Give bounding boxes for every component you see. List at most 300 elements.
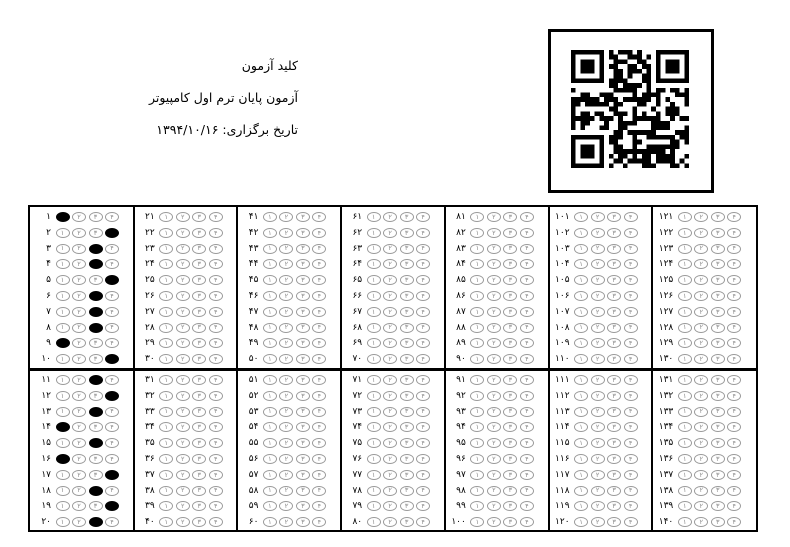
answer-bubble[interactable]: ٣ <box>711 228 725 238</box>
answer-bubble[interactable]: ۴ <box>520 307 534 317</box>
answer-bubble[interactable]: ٣ <box>607 438 621 448</box>
answer-bubble[interactable]: ١ <box>159 323 173 333</box>
answer-bubble[interactable]: ۴ <box>416 517 430 527</box>
answer-bubble[interactable]: ۴ <box>416 244 430 254</box>
answer-bubble[interactable]: ١ <box>56 291 70 301</box>
answer-bubble[interactable]: ١ <box>263 375 277 385</box>
answer-bubble[interactable]: ٣ <box>89 338 103 348</box>
answer-bubble[interactable]: ٢ <box>487 391 501 401</box>
answer-bubble[interactable]: ١ <box>470 323 484 333</box>
answer-bubble[interactable]: ۴ <box>105 407 119 417</box>
answer-bubble[interactable]: ١ <box>159 486 173 496</box>
answer-bubble[interactable]: ٢ <box>487 375 501 385</box>
answer-bubble[interactable]: ٢ <box>279 354 293 364</box>
answer-bubble[interactable]: ٣ <box>503 307 517 317</box>
answer-bubble[interactable]: ۴ <box>416 454 430 464</box>
answer-bubble[interactable]: ٣ <box>503 407 517 417</box>
answer-bubble[interactable]: ۴ <box>416 391 430 401</box>
answer-bubble[interactable]: ٣ <box>607 391 621 401</box>
answer-bubble[interactable]: ٣ <box>607 275 621 285</box>
answer-bubble[interactable]: ١ <box>470 375 484 385</box>
answer-bubble[interactable]: ٢ <box>694 517 708 527</box>
answer-bubble[interactable]: ۴ <box>727 228 741 238</box>
answer-bubble[interactable]: ٢ <box>694 486 708 496</box>
answer-bubble[interactable]: ۴ <box>727 275 741 285</box>
answer-bubble[interactable]: ۴ <box>312 422 326 432</box>
answer-bubble[interactable]: ٣ <box>607 470 621 480</box>
answer-bubble[interactable]: ٢ <box>383 228 397 238</box>
answer-bubble[interactable]: ٢ <box>591 501 605 511</box>
answer-bubble[interactable]: ٢ <box>487 454 501 464</box>
answer-bubble[interactable]: ٣ <box>192 422 206 432</box>
answer-bubble[interactable]: ١ <box>159 354 173 364</box>
answer-bubble[interactable]: ٣ <box>503 470 517 480</box>
answer-bubble[interactable]: ٣ <box>89 354 103 364</box>
answer-bubble[interactable]: ٢ <box>591 517 605 527</box>
answer-bubble[interactable]: ٢ <box>383 407 397 417</box>
answer-bubble[interactable]: ٢ <box>279 454 293 464</box>
answer-bubble[interactable]: ۴ <box>209 228 223 238</box>
answer-bubble[interactable]: ۴ <box>624 291 638 301</box>
answer-bubble[interactable]: ٣ <box>607 212 621 222</box>
answer-bubble[interactable]: ٢ <box>279 501 293 511</box>
answer-bubble[interactable]: ۴ <box>727 501 741 511</box>
answer-bubble[interactable]: ١ <box>574 422 588 432</box>
answer-bubble[interactable]: ١ <box>367 338 381 348</box>
answer-bubble[interactable]: ٣ <box>607 517 621 527</box>
answer-bubble[interactable]: ٢ <box>591 470 605 480</box>
answer-bubble[interactable]: ٢ <box>694 391 708 401</box>
answer-bubble[interactable]: ٣ <box>711 486 725 496</box>
answer-bubble[interactable]: ۴ <box>416 422 430 432</box>
answer-bubble[interactable]: ٣ <box>400 454 414 464</box>
answer-bubble[interactable]: ۴ <box>520 275 534 285</box>
answer-bubble[interactable]: ٣ <box>400 291 414 301</box>
answer-bubble[interactable]: ۴ <box>105 244 119 254</box>
answer-bubble[interactable]: ۴ <box>209 259 223 269</box>
answer-bubble[interactable]: ٣ <box>296 291 310 301</box>
answer-bubble[interactable]: ٢ <box>176 501 190 511</box>
answer-bubble[interactable]: ١ <box>678 212 692 222</box>
answer-bubble[interactable]: ۴ <box>624 438 638 448</box>
answer-bubble[interactable]: ۴ <box>727 354 741 364</box>
answer-bubble[interactable]: ٢ <box>176 228 190 238</box>
answer-bubble[interactable]: ٣ <box>503 375 517 385</box>
answer-bubble[interactable]: ٣ <box>400 470 414 480</box>
answer-bubble[interactable]: ١ <box>678 244 692 254</box>
answer-bubble[interactable]: ۴ <box>209 470 223 480</box>
answer-bubble[interactable]: ٢ <box>591 454 605 464</box>
answer-bubble[interactable]: ٢ <box>72 501 86 511</box>
answer-bubble[interactable]: ٢ <box>279 323 293 333</box>
answer-bubble[interactable]: ۴ <box>727 422 741 432</box>
answer-bubble[interactable]: ٣ <box>607 228 621 238</box>
answer-bubble[interactable]: ٢ <box>383 486 397 496</box>
answer-bubble[interactable]: ١ <box>470 454 484 464</box>
answer-bubble[interactable]: ۴ <box>520 407 534 417</box>
answer-bubble[interactable]: ۴ <box>105 212 119 222</box>
answer-bubble[interactable]: ١ <box>470 501 484 511</box>
answer-bubble[interactable]: ١ <box>263 438 277 448</box>
answer-bubble[interactable]: ٢ <box>279 291 293 301</box>
answer-bubble[interactable]: ۴ <box>624 354 638 364</box>
answer-bubble[interactable]: ۴ <box>209 422 223 432</box>
answer-bubble[interactable]: ۴ <box>624 407 638 417</box>
answer-bubble[interactable]: ۴ <box>312 501 326 511</box>
answer-bubble-filled[interactable] <box>105 391 119 401</box>
answer-bubble[interactable]: ١ <box>263 517 277 527</box>
answer-bubble[interactable]: ۴ <box>727 338 741 348</box>
answer-bubble[interactable]: ١ <box>574 275 588 285</box>
answer-bubble[interactable]: ١ <box>159 438 173 448</box>
answer-bubble[interactable]: ٣ <box>296 517 310 527</box>
answer-bubble[interactable]: ٢ <box>383 391 397 401</box>
answer-bubble[interactable]: ١ <box>56 244 70 254</box>
answer-bubble[interactable]: ۴ <box>624 486 638 496</box>
answer-bubble[interactable]: ٢ <box>279 259 293 269</box>
answer-bubble[interactable]: ۴ <box>416 470 430 480</box>
answer-bubble[interactable]: ۴ <box>416 375 430 385</box>
answer-bubble[interactable]: ۴ <box>209 486 223 496</box>
answer-bubble[interactable]: ٢ <box>176 338 190 348</box>
answer-bubble[interactable]: ١ <box>678 407 692 417</box>
answer-bubble[interactable]: ۴ <box>312 407 326 417</box>
answer-bubble[interactable]: ١ <box>56 486 70 496</box>
answer-bubble[interactable]: ٢ <box>591 486 605 496</box>
answer-bubble[interactable]: ١ <box>263 307 277 317</box>
answer-bubble[interactable]: ١ <box>470 354 484 364</box>
answer-bubble[interactable]: ٢ <box>694 259 708 269</box>
answer-bubble[interactable]: ٢ <box>176 307 190 317</box>
answer-bubble[interactable]: ٢ <box>72 517 86 527</box>
answer-bubble[interactable]: ۴ <box>520 501 534 511</box>
answer-bubble[interactable]: ٣ <box>711 517 725 527</box>
answer-bubble[interactable]: ٢ <box>487 486 501 496</box>
answer-bubble[interactable]: ١ <box>574 244 588 254</box>
answer-bubble[interactable]: ٢ <box>694 338 708 348</box>
answer-bubble[interactable]: ۴ <box>520 244 534 254</box>
answer-bubble[interactable]: ٣ <box>192 454 206 464</box>
answer-bubble[interactable]: ٢ <box>487 259 501 269</box>
answer-bubble[interactable]: ۴ <box>416 212 430 222</box>
answer-bubble[interactable]: ٣ <box>503 486 517 496</box>
answer-bubble[interactable]: ٢ <box>694 228 708 238</box>
answer-bubble[interactable]: ۴ <box>520 375 534 385</box>
answer-bubble[interactable]: ٣ <box>296 375 310 385</box>
answer-bubble-filled[interactable] <box>56 422 70 432</box>
answer-bubble[interactable]: ۴ <box>727 407 741 417</box>
answer-bubble[interactable]: ۴ <box>209 307 223 317</box>
answer-bubble[interactable]: ١ <box>263 422 277 432</box>
answer-bubble[interactable]: ٣ <box>192 354 206 364</box>
answer-bubble[interactable]: ٢ <box>279 517 293 527</box>
answer-bubble[interactable]: ١ <box>367 486 381 496</box>
answer-bubble[interactable]: ٢ <box>383 212 397 222</box>
answer-bubble[interactable]: ٢ <box>487 212 501 222</box>
answer-bubble[interactable]: ٢ <box>591 275 605 285</box>
answer-bubble[interactable]: ٢ <box>694 291 708 301</box>
answer-bubble-filled[interactable] <box>89 323 103 333</box>
answer-bubble[interactable]: ١ <box>678 438 692 448</box>
answer-bubble[interactable]: ٣ <box>192 291 206 301</box>
answer-bubble[interactable]: ۴ <box>727 470 741 480</box>
answer-bubble[interactable]: ١ <box>56 407 70 417</box>
answer-bubble[interactable]: ٢ <box>591 422 605 432</box>
answer-bubble[interactable]: ٢ <box>487 244 501 254</box>
answer-bubble[interactable]: ١ <box>159 244 173 254</box>
answer-bubble[interactable]: ٢ <box>383 291 397 301</box>
answer-bubble[interactable]: ١ <box>56 259 70 269</box>
answer-bubble[interactable]: ۴ <box>209 323 223 333</box>
answer-bubble[interactable]: ١ <box>574 259 588 269</box>
answer-bubble[interactable]: ١ <box>263 323 277 333</box>
answer-bubble[interactable]: ٣ <box>711 422 725 432</box>
answer-bubble[interactable]: ٣ <box>89 212 103 222</box>
answer-bubble[interactable]: ٣ <box>192 438 206 448</box>
answer-bubble[interactable]: ١ <box>678 517 692 527</box>
answer-bubble[interactable]: ۴ <box>624 275 638 285</box>
answer-bubble[interactable]: ٢ <box>694 422 708 432</box>
answer-bubble[interactable]: ۴ <box>624 307 638 317</box>
answer-bubble[interactable]: ١ <box>574 291 588 301</box>
answer-bubble[interactable]: ۴ <box>209 501 223 511</box>
answer-bubble[interactable]: ٢ <box>487 422 501 432</box>
answer-bubble[interactable]: ٣ <box>503 501 517 511</box>
answer-bubble[interactable]: ٢ <box>694 354 708 364</box>
answer-bubble-filled[interactable] <box>89 259 103 269</box>
answer-bubble[interactable]: ١ <box>56 354 70 364</box>
answer-bubble[interactable]: ٢ <box>487 307 501 317</box>
answer-bubble-filled[interactable] <box>105 228 119 238</box>
answer-bubble[interactable]: ٢ <box>694 244 708 254</box>
answer-bubble[interactable]: ۴ <box>312 354 326 364</box>
answer-bubble[interactable]: ٢ <box>176 438 190 448</box>
answer-bubble[interactable]: ١ <box>367 422 381 432</box>
answer-bubble[interactable]: ٣ <box>607 338 621 348</box>
answer-bubble[interactable]: ٢ <box>176 517 190 527</box>
answer-bubble-filled[interactable] <box>105 501 119 511</box>
answer-bubble[interactable]: ۴ <box>105 291 119 301</box>
answer-bubble[interactable]: ٢ <box>72 375 86 385</box>
answer-bubble[interactable]: ١ <box>263 407 277 417</box>
answer-bubble[interactable]: ۴ <box>416 307 430 317</box>
answer-bubble[interactable]: ٣ <box>711 307 725 317</box>
answer-bubble[interactable]: ٢ <box>72 438 86 448</box>
answer-bubble[interactable]: ٢ <box>694 275 708 285</box>
answer-bubble[interactable]: ۴ <box>209 517 223 527</box>
answer-bubble[interactable]: ٣ <box>296 275 310 285</box>
answer-bubble[interactable]: ۴ <box>520 259 534 269</box>
answer-bubble[interactable]: ١ <box>159 275 173 285</box>
answer-bubble[interactable]: ٣ <box>711 454 725 464</box>
answer-bubble[interactable]: ٣ <box>711 244 725 254</box>
answer-bubble[interactable]: ١ <box>574 228 588 238</box>
answer-bubble[interactable]: ٣ <box>400 354 414 364</box>
answer-bubble[interactable]: ٣ <box>711 291 725 301</box>
answer-bubble[interactable]: ٣ <box>607 354 621 364</box>
answer-bubble[interactable]: ١ <box>470 212 484 222</box>
answer-bubble[interactable]: ٣ <box>607 375 621 385</box>
answer-bubble[interactable]: ٣ <box>503 338 517 348</box>
answer-bubble[interactable]: ١ <box>159 212 173 222</box>
answer-bubble[interactable]: ٣ <box>503 438 517 448</box>
answer-bubble[interactable]: ٣ <box>192 501 206 511</box>
answer-bubble[interactable]: ٣ <box>711 375 725 385</box>
answer-bubble[interactable]: ١ <box>470 307 484 317</box>
answer-bubble[interactable]: ٣ <box>296 422 310 432</box>
answer-bubble[interactable]: ١ <box>574 391 588 401</box>
answer-bubble[interactable]: ٢ <box>487 501 501 511</box>
answer-bubble[interactable]: ٢ <box>279 212 293 222</box>
answer-bubble[interactable]: ٣ <box>296 244 310 254</box>
answer-bubble[interactable]: ٢ <box>383 454 397 464</box>
answer-bubble[interactable]: ۴ <box>416 259 430 269</box>
answer-bubble[interactable]: ٢ <box>694 323 708 333</box>
answer-bubble[interactable]: ١ <box>678 307 692 317</box>
answer-bubble[interactable]: ۴ <box>416 501 430 511</box>
answer-bubble[interactable]: ٣ <box>711 391 725 401</box>
answer-bubble[interactable]: ۴ <box>624 391 638 401</box>
answer-bubble[interactable]: ٢ <box>72 391 86 401</box>
answer-bubble[interactable]: ٢ <box>72 228 86 238</box>
answer-bubble[interactable]: ٣ <box>607 486 621 496</box>
answer-bubble[interactable]: ١ <box>367 501 381 511</box>
answer-bubble[interactable]: ٢ <box>694 438 708 448</box>
answer-bubble[interactable]: ١ <box>367 438 381 448</box>
answer-bubble[interactable]: ١ <box>263 212 277 222</box>
answer-bubble[interactable]: ١ <box>263 228 277 238</box>
answer-bubble[interactable]: ٣ <box>711 354 725 364</box>
answer-bubble-filled[interactable] <box>56 212 70 222</box>
answer-bubble[interactable]: ٢ <box>383 501 397 511</box>
answer-bubble[interactable]: ٣ <box>400 323 414 333</box>
answer-bubble[interactable]: ٢ <box>176 375 190 385</box>
answer-bubble[interactable]: ٣ <box>89 228 103 238</box>
answer-bubble[interactable]: ١ <box>574 375 588 385</box>
answer-bubble[interactable]: ۴ <box>727 212 741 222</box>
answer-bubble[interactable]: ١ <box>367 407 381 417</box>
answer-bubble[interactable]: ۴ <box>624 470 638 480</box>
answer-bubble[interactable]: ۴ <box>520 323 534 333</box>
answer-bubble[interactable]: ٣ <box>711 470 725 480</box>
answer-bubble[interactable]: ٣ <box>711 275 725 285</box>
answer-bubble[interactable]: ٣ <box>607 323 621 333</box>
answer-bubble[interactable]: ۴ <box>209 454 223 464</box>
answer-bubble[interactable]: ٢ <box>591 244 605 254</box>
answer-bubble[interactable]: ٢ <box>279 486 293 496</box>
answer-bubble[interactable]: ١ <box>56 470 70 480</box>
answer-bubble[interactable]: ١ <box>263 244 277 254</box>
answer-bubble[interactable]: ٢ <box>694 407 708 417</box>
answer-bubble[interactable]: ۴ <box>312 244 326 254</box>
answer-bubble[interactable]: ٣ <box>296 212 310 222</box>
answer-bubble[interactable]: ١ <box>159 228 173 238</box>
answer-bubble[interactable]: ۴ <box>727 486 741 496</box>
answer-bubble[interactable]: ٢ <box>72 454 86 464</box>
answer-bubble[interactable]: ٣ <box>192 486 206 496</box>
answer-bubble[interactable]: ٣ <box>192 307 206 317</box>
answer-bubble[interactable]: ٢ <box>176 244 190 254</box>
answer-bubble[interactable]: ٢ <box>591 323 605 333</box>
answer-bubble[interactable]: ١ <box>678 422 692 432</box>
answer-bubble[interactable]: ٢ <box>279 275 293 285</box>
answer-bubble-filled[interactable] <box>89 291 103 301</box>
answer-bubble[interactable]: ٢ <box>279 244 293 254</box>
answer-bubble[interactable]: ۴ <box>520 486 534 496</box>
answer-bubble[interactable]: ٢ <box>176 259 190 269</box>
answer-bubble[interactable]: ٢ <box>176 422 190 432</box>
answer-bubble[interactable]: ٣ <box>503 275 517 285</box>
answer-bubble[interactable]: ٣ <box>607 259 621 269</box>
answer-bubble[interactable]: ۴ <box>624 244 638 254</box>
answer-bubble[interactable]: ٢ <box>383 244 397 254</box>
answer-bubble[interactable]: ۴ <box>105 486 119 496</box>
answer-bubble[interactable]: ٢ <box>591 407 605 417</box>
answer-bubble[interactable]: ١ <box>678 323 692 333</box>
answer-bubble[interactable]: ٣ <box>607 407 621 417</box>
answer-bubble[interactable]: ٣ <box>711 407 725 417</box>
answer-bubble[interactable]: ٢ <box>383 470 397 480</box>
answer-bubble[interactable]: ٢ <box>487 338 501 348</box>
answer-bubble[interactable]: ١ <box>470 259 484 269</box>
answer-bubble[interactable]: ٢ <box>487 323 501 333</box>
answer-bubble[interactable]: ۴ <box>727 244 741 254</box>
answer-bubble[interactable]: ٢ <box>279 422 293 432</box>
answer-bubble[interactable]: ٣ <box>607 454 621 464</box>
answer-bubble[interactable]: ١ <box>159 338 173 348</box>
answer-bubble[interactable]: ۴ <box>105 454 119 464</box>
answer-bubble[interactable]: ۴ <box>520 517 534 527</box>
answer-bubble[interactable]: ٢ <box>176 323 190 333</box>
answer-bubble[interactable]: ٣ <box>192 391 206 401</box>
answer-bubble[interactable]: ۴ <box>727 438 741 448</box>
answer-bubble[interactable]: ٢ <box>487 470 501 480</box>
answer-bubble[interactable]: ١ <box>263 501 277 511</box>
answer-bubble[interactable]: ۴ <box>105 338 119 348</box>
answer-bubble[interactable]: ١ <box>678 454 692 464</box>
answer-bubble[interactable]: ١ <box>678 375 692 385</box>
answer-bubble[interactable]: ٣ <box>400 307 414 317</box>
answer-bubble[interactable]: ١ <box>678 501 692 511</box>
answer-bubble[interactable]: ١ <box>574 501 588 511</box>
answer-bubble[interactable]: ٣ <box>503 291 517 301</box>
answer-bubble[interactable]: ٣ <box>607 244 621 254</box>
answer-bubble[interactable]: ١ <box>574 438 588 448</box>
answer-bubble[interactable]: ۴ <box>312 470 326 480</box>
answer-bubble[interactable]: ٣ <box>503 244 517 254</box>
answer-bubble[interactable]: ۴ <box>312 307 326 317</box>
answer-bubble[interactable]: ١ <box>470 244 484 254</box>
answer-bubble[interactable]: ۴ <box>312 338 326 348</box>
answer-bubble[interactable]: ٣ <box>89 454 103 464</box>
answer-bubble[interactable]: ٣ <box>503 228 517 238</box>
answer-bubble-filled[interactable] <box>89 375 103 385</box>
answer-bubble[interactable]: ۴ <box>520 422 534 432</box>
answer-bubble[interactable]: ٣ <box>711 323 725 333</box>
answer-bubble[interactable]: ١ <box>367 259 381 269</box>
answer-bubble[interactable]: ١ <box>159 470 173 480</box>
answer-bubble[interactable]: ٢ <box>176 354 190 364</box>
answer-bubble[interactable]: ٣ <box>711 501 725 511</box>
answer-bubble[interactable]: ۴ <box>624 454 638 464</box>
answer-bubble[interactable]: ٣ <box>89 470 103 480</box>
answer-bubble[interactable]: ٢ <box>279 307 293 317</box>
answer-bubble[interactable]: ٢ <box>591 307 605 317</box>
answer-bubble[interactable]: ١ <box>367 470 381 480</box>
answer-bubble[interactable]: ١ <box>367 517 381 527</box>
answer-bubble[interactable]: ۴ <box>312 323 326 333</box>
answer-bubble[interactable]: ١ <box>367 354 381 364</box>
